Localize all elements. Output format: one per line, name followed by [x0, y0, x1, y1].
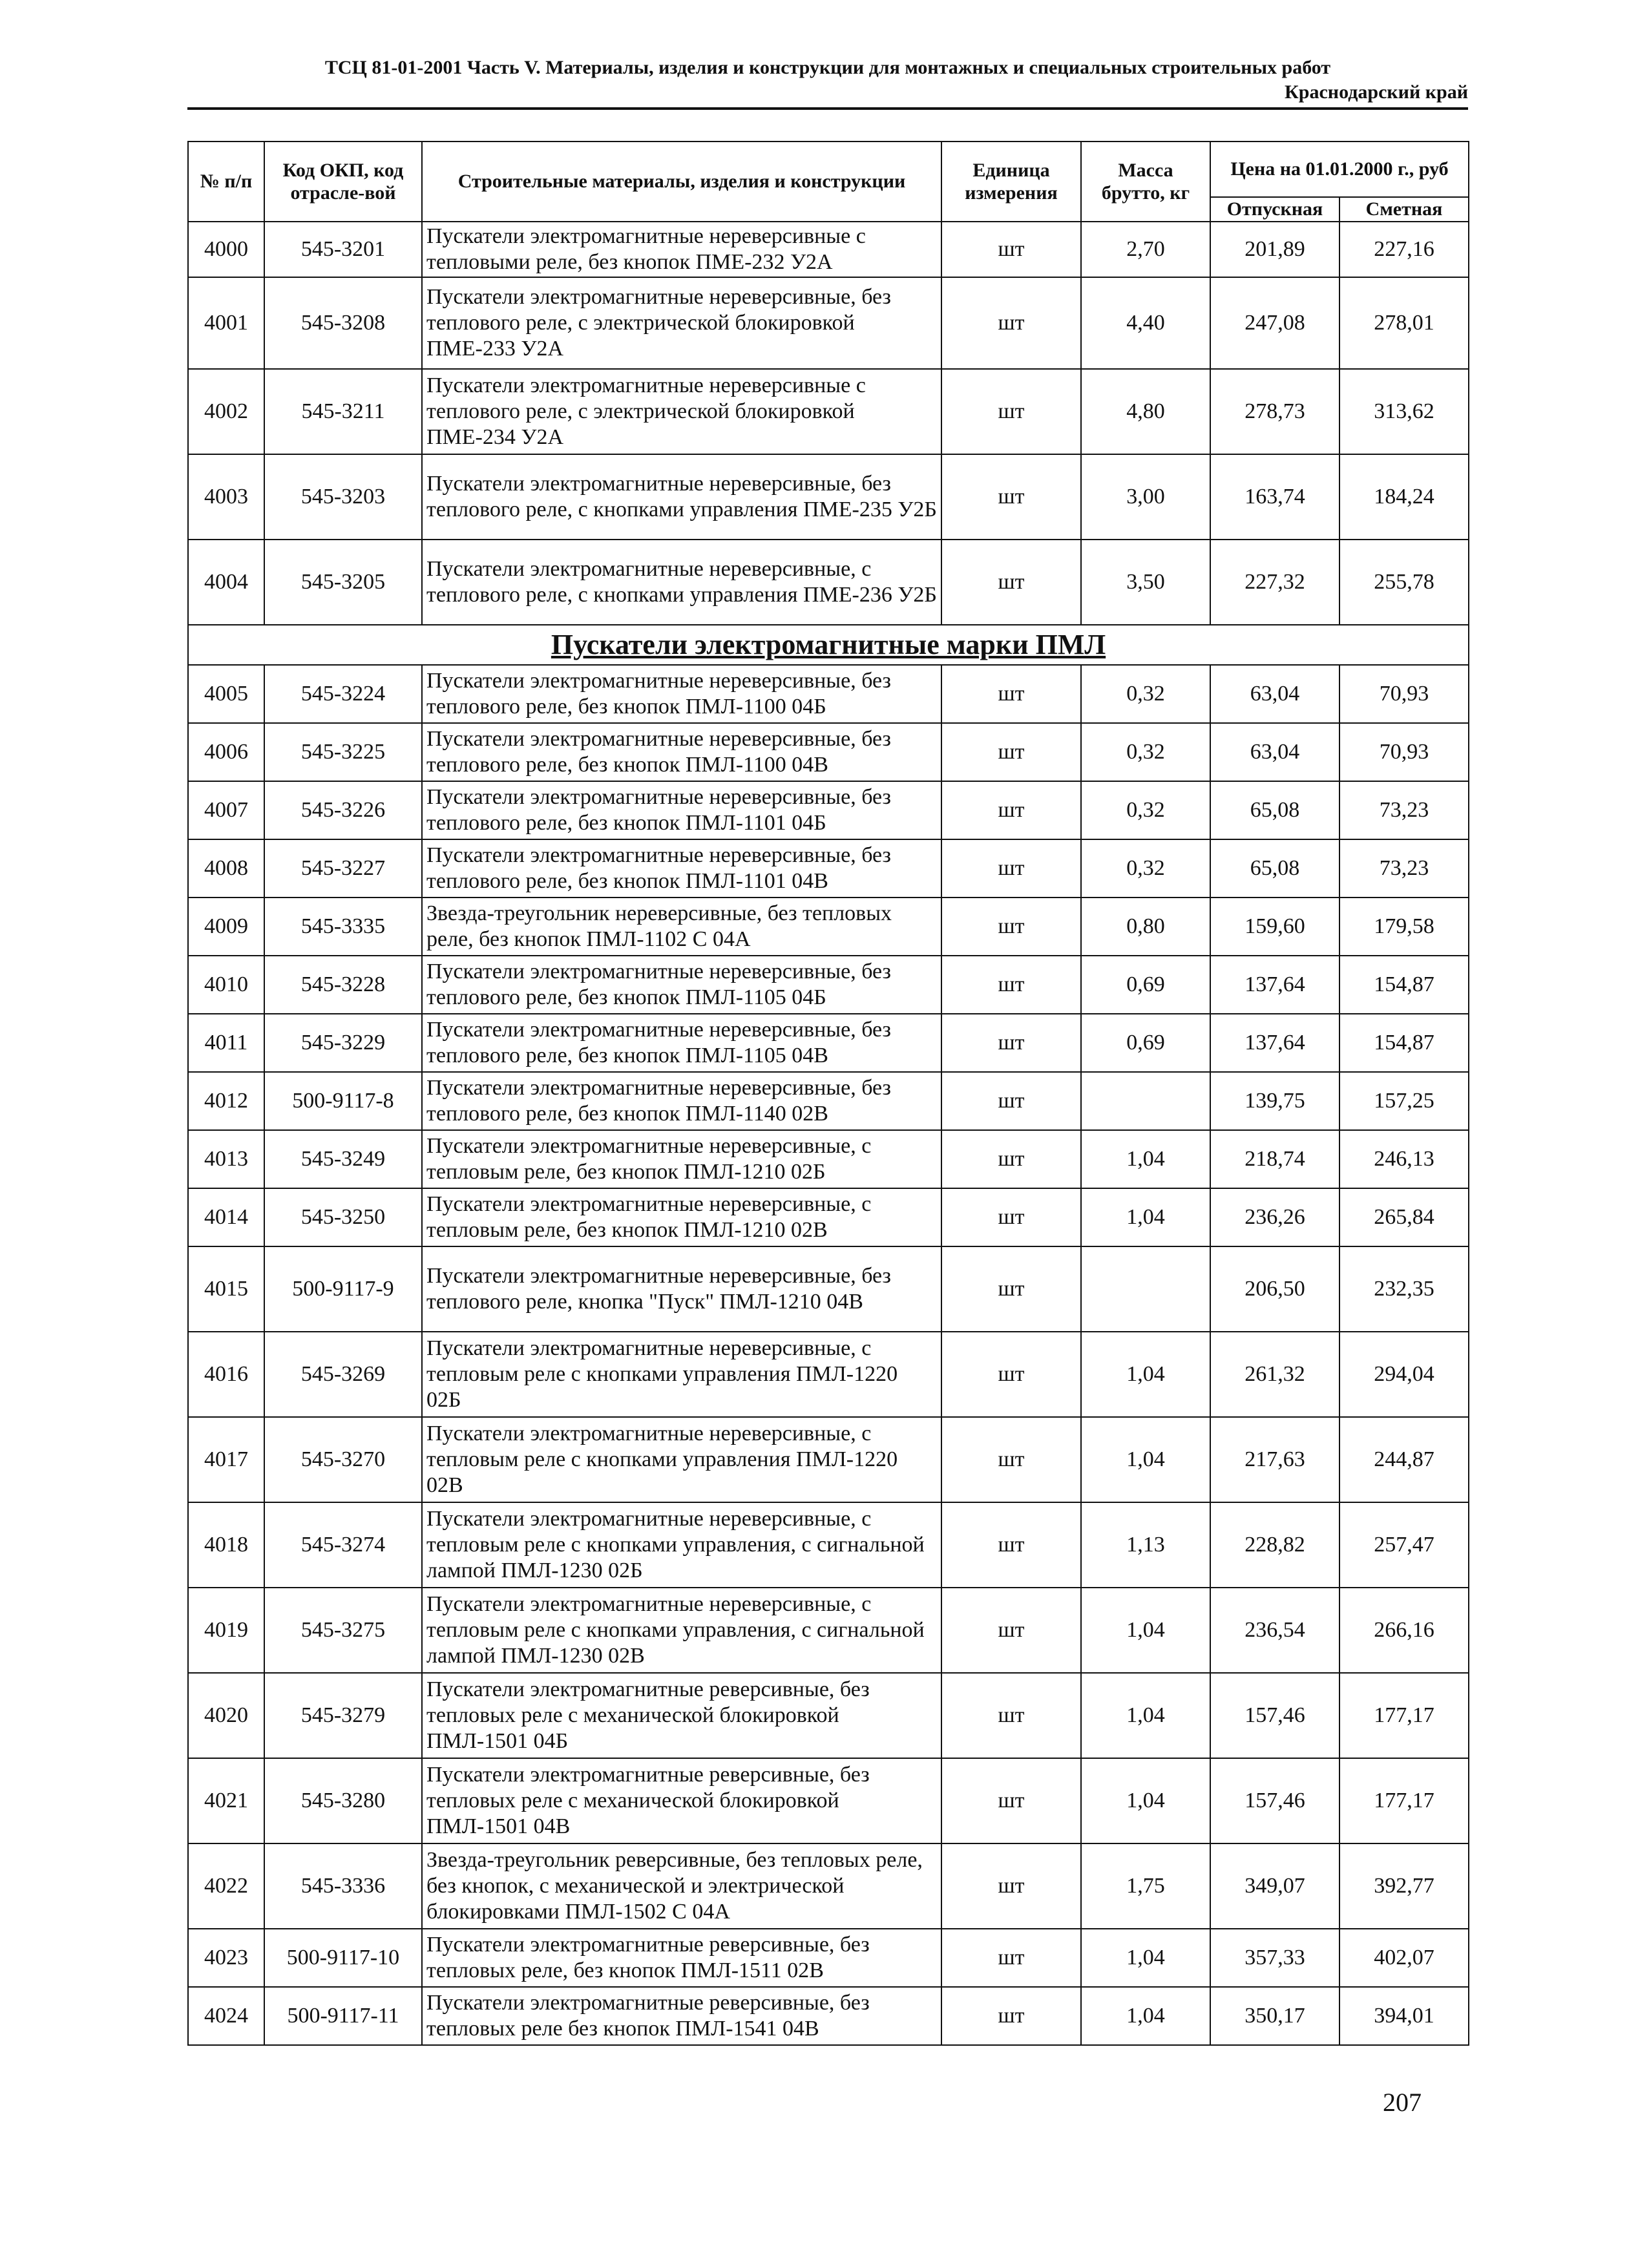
price-release: 65,08 — [1210, 781, 1339, 839]
row-number: 4021 — [188, 1758, 264, 1843]
okp-code: 500-9117-11 — [264, 1987, 422, 2045]
price-release: 350,17 — [1210, 1987, 1339, 2045]
mass: 3,00 — [1081, 454, 1210, 540]
material-name: Пускатели электромагнитные нереверсивные, без теплового реле, без кнопок ПМЛ-1101 04Б — [422, 781, 941, 839]
mass: 1,04 — [1081, 1588, 1210, 1673]
price-release: 227,32 — [1210, 540, 1339, 625]
row-number: 4006 — [188, 723, 264, 781]
material-name: Пускатели электромагнитные нереверсивные, без теплового реле, с кнопками управления ПМЕ-235 У2Б — [422, 454, 941, 540]
document-title: ТСЦ 81-01-2001 Часть V. Материалы, изделия и конструкции для монтажных и специальных строительных работ — [324, 57, 1331, 78]
material-name: Пускатели электромагнитные нереверсивные, без теплового реле, без кнопок ПМЛ-1105 04В — [422, 1014, 941, 1072]
price-estimate: 244,87 — [1339, 1417, 1469, 1502]
price-release: 217,63 — [1210, 1417, 1339, 1502]
unit: шт — [941, 1188, 1081, 1246]
price-table — [187, 141, 1469, 2046]
unit: шт — [941, 1014, 1081, 1072]
unit: шт — [941, 1332, 1081, 1417]
okp-code: 500-9117-10 — [264, 1929, 422, 1987]
col-header-code: Код ОКП, код отрасле-вой — [264, 142, 422, 222]
table-body-pme — [188, 222, 1469, 625]
material-name: Пускатели электромагнитные нереверсивные, с тепловым реле с кнопками управления ПМЛ-1220 02В — [422, 1417, 941, 1502]
table-row — [188, 956, 1469, 1014]
price-release: 63,04 — [1210, 723, 1339, 781]
material-name: Пускатели электромагнитные нереверсивные с тепловыми реле, без кнопок ПМЕ-232 У2А — [422, 222, 941, 277]
unit: шт — [941, 369, 1081, 454]
price-release: 65,08 — [1210, 839, 1339, 898]
price-estimate: 232,35 — [1339, 1246, 1469, 1332]
material-name: Пускатели электромагнитные реверсивные, без тепловых реле с механической блокировкой ПМЛ-1501 04В — [422, 1758, 941, 1843]
okp-code: 545-3228 — [264, 956, 422, 1014]
mass: 0,32 — [1081, 723, 1210, 781]
price-estimate: 294,04 — [1339, 1332, 1469, 1417]
okp-code: 545-3250 — [264, 1188, 422, 1246]
col-header-mass: Масса брутто, кг — [1081, 142, 1210, 222]
col-header-price-estimate: Сметная — [1339, 197, 1469, 222]
table-row — [188, 454, 1469, 540]
price-estimate: 179,58 — [1339, 898, 1469, 956]
price-release: 206,50 — [1210, 1246, 1339, 1332]
price-estimate: 257,47 — [1339, 1502, 1469, 1588]
row-number: 4012 — [188, 1072, 264, 1130]
mass: 2,70 — [1081, 222, 1210, 277]
okp-code: 500-9117-9 — [264, 1246, 422, 1332]
price-release: 137,64 — [1210, 956, 1339, 1014]
mass: 1,75 — [1081, 1843, 1210, 1929]
mass: 0,80 — [1081, 898, 1210, 956]
table-row — [188, 1588, 1469, 1673]
price-release: 247,08 — [1210, 277, 1339, 369]
price-estimate: 70,93 — [1339, 723, 1469, 781]
price-release: 236,26 — [1210, 1188, 1339, 1246]
price-release: 159,60 — [1210, 898, 1339, 956]
material-name: Пускатели электромагнитные нереверсивные, без теплового реле, без кнопок ПМЛ-1100 04В — [422, 723, 941, 781]
price-release: 228,82 — [1210, 1502, 1339, 1588]
table-row — [188, 222, 1469, 277]
material-name: Звезда-треугольник нереверсивные, без тепловых реле, без кнопок ПМЛ-1102 С 04А — [422, 898, 941, 956]
row-number: 4010 — [188, 956, 264, 1014]
price-release: 278,73 — [1210, 369, 1339, 454]
unit: шт — [941, 1843, 1081, 1929]
unit: шт — [941, 540, 1081, 625]
mass: 1,13 — [1081, 1502, 1210, 1588]
mass — [1081, 1246, 1210, 1332]
price-estimate: 246,13 — [1339, 1130, 1469, 1188]
row-number: 4014 — [188, 1188, 264, 1246]
table-row — [188, 369, 1469, 454]
mass: 0,69 — [1081, 1014, 1210, 1072]
table-row — [188, 665, 1469, 723]
material-name: Пускатели электромагнитные нереверсивные, без теплового реле, без кнопок ПМЛ-1105 04Б — [422, 956, 941, 1014]
section-row — [188, 625, 1469, 665]
okp-code: 545-3203 — [264, 454, 422, 540]
unit: шт — [941, 956, 1081, 1014]
price-release: 157,46 — [1210, 1758, 1339, 1843]
price-estimate: 402,07 — [1339, 1929, 1469, 1987]
row-number: 4015 — [188, 1246, 264, 1332]
table-row — [188, 1332, 1469, 1417]
table-row — [188, 1417, 1469, 1502]
row-number: 4017 — [188, 1417, 264, 1502]
price-release: 139,75 — [1210, 1072, 1339, 1130]
price-release: 201,89 — [1210, 222, 1339, 277]
unit: шт — [941, 454, 1081, 540]
section-title: Пускатели электромагнитные марки ПМЛ — [188, 625, 1469, 665]
row-number: 4018 — [188, 1502, 264, 1588]
row-number: 4020 — [188, 1673, 264, 1758]
table-row — [188, 781, 1469, 839]
table-row — [188, 1014, 1469, 1072]
price-estimate: 255,78 — [1339, 540, 1469, 625]
price-estimate: 177,17 — [1339, 1673, 1469, 1758]
okp-code: 545-3226 — [264, 781, 422, 839]
col-header-name: Строительные материалы, изделия и конструкции — [422, 142, 941, 222]
col-header-price-release: Отпускная — [1210, 197, 1339, 222]
price-estimate: 154,87 — [1339, 1014, 1469, 1072]
table-row — [188, 1673, 1469, 1758]
col-header-price-group: Цена на 01.01.2000 г., руб — [1210, 142, 1469, 197]
region-title: Краснодарский край — [1285, 81, 1468, 103]
mass: 0,32 — [1081, 781, 1210, 839]
price-release: 157,46 — [1210, 1673, 1339, 1758]
price-release: 137,64 — [1210, 1014, 1339, 1072]
okp-code: 545-3211 — [264, 369, 422, 454]
unit: шт — [941, 277, 1081, 369]
mass: 1,04 — [1081, 1929, 1210, 1987]
material-name: Пускатели электромагнитные нереверсивные, с теплового реле, с кнопками управления ПМЕ-236 У2Б — [422, 540, 941, 625]
row-number: 4007 — [188, 781, 264, 839]
material-name: Пускатели электромагнитные реверсивные, без тепловых реле, без кнопок ПМЛ-1511 02В — [422, 1929, 941, 1987]
price-estimate: 70,93 — [1339, 665, 1469, 723]
row-number: 4023 — [188, 1929, 264, 1987]
material-name: Пускатели электромагнитные нереверсивные, без теплового реле, без кнопок ПМЛ-1140 02В — [422, 1072, 941, 1130]
table-row — [188, 839, 1469, 898]
unit: шт — [941, 781, 1081, 839]
price-release: 218,74 — [1210, 1130, 1339, 1188]
unit: шт — [941, 1588, 1081, 1673]
unit: шт — [941, 1929, 1081, 1987]
mass: 0,69 — [1081, 956, 1210, 1014]
price-estimate: 154,87 — [1339, 956, 1469, 1014]
row-number: 4013 — [188, 1130, 264, 1188]
price-release: 349,07 — [1210, 1843, 1339, 1929]
mass: 1,04 — [1081, 1130, 1210, 1188]
price-estimate: 313,62 — [1339, 369, 1469, 454]
col-header-unit: Единица измерения — [941, 142, 1081, 222]
price-release: 163,74 — [1210, 454, 1339, 540]
mass: 3,50 — [1081, 540, 1210, 625]
mass: 0,32 — [1081, 665, 1210, 723]
price-estimate: 73,23 — [1339, 781, 1469, 839]
table-row — [188, 723, 1469, 781]
row-number: 4008 — [188, 839, 264, 898]
unit: шт — [941, 222, 1081, 277]
okp-code: 545-3275 — [264, 1588, 422, 1673]
material-name: Пускатели электромагнитные нереверсивные, без теплового реле, с электрической блокировкой ПМЕ-233 У2А — [422, 277, 941, 369]
mass: 1,04 — [1081, 1188, 1210, 1246]
table-body-pml — [188, 665, 1469, 2045]
row-number: 4004 — [188, 540, 264, 625]
table-row — [188, 1987, 1469, 2045]
page-number: 207 — [1383, 2088, 1422, 2117]
row-number: 4016 — [188, 1332, 264, 1417]
price-estimate: 73,23 — [1339, 839, 1469, 898]
row-number: 4011 — [188, 1014, 264, 1072]
mass — [1081, 1072, 1210, 1130]
unit: шт — [941, 1758, 1081, 1843]
okp-code: 545-3224 — [264, 665, 422, 723]
mass: 1,04 — [1081, 1673, 1210, 1758]
okp-code: 545-3227 — [264, 839, 422, 898]
row-number: 4002 — [188, 369, 264, 454]
unit: шт — [941, 1417, 1081, 1502]
material-name: Пускатели электромагнитные нереверсивные, с тепловым реле с кнопками управления, с сигнальной лампой ПМЛ-1230 02Б — [422, 1502, 941, 1588]
row-number: 4005 — [188, 665, 264, 723]
unit: шт — [941, 898, 1081, 956]
okp-code: 545-3205 — [264, 540, 422, 625]
unit: шт — [941, 665, 1081, 723]
material-name: Пускатели электромагнитные нереверсивные, с тепловым реле, без кнопок ПМЛ-1210 02Б — [422, 1130, 941, 1188]
okp-code: 545-3225 — [264, 723, 422, 781]
page-header — [187, 57, 1468, 110]
okp-code: 545-3249 — [264, 1130, 422, 1188]
material-name: Пускатели электромагнитные нереверсивные, без теплового реле, без кнопок ПМЛ-1101 04В — [422, 839, 941, 898]
row-number: 4009 — [188, 898, 264, 956]
material-name: Пускатели электромагнитные реверсивные, без тепловых реле с механической блокировкой ПМЛ-1501 04Б — [422, 1673, 941, 1758]
material-name: Пускатели электромагнитные нереверсивные, с тепловым реле, без кнопок ПМЛ-1210 02В — [422, 1188, 941, 1246]
price-estimate: 278,01 — [1339, 277, 1469, 369]
table-row — [188, 1130, 1469, 1188]
price-estimate: 265,84 — [1339, 1188, 1469, 1246]
price-estimate: 394,01 — [1339, 1987, 1469, 2045]
table-row — [188, 1929, 1469, 1987]
okp-code: 545-3280 — [264, 1758, 422, 1843]
table-row — [188, 898, 1469, 956]
price-release: 63,04 — [1210, 665, 1339, 723]
table-row — [188, 1758, 1469, 1843]
row-number: 4003 — [188, 454, 264, 540]
okp-code: 545-3335 — [264, 898, 422, 956]
unit: шт — [941, 1130, 1081, 1188]
row-number: 4019 — [188, 1588, 264, 1673]
okp-code: 545-3274 — [264, 1502, 422, 1588]
material-name: Пускатели электромагнитные нереверсивные, с тепловым реле с кнопками управления ПМЛ-1220 02Б — [422, 1332, 941, 1417]
unit: шт — [941, 1673, 1081, 1758]
table-row — [188, 1188, 1469, 1246]
price-release: 357,33 — [1210, 1929, 1339, 1987]
col-header-num: № п/п — [188, 142, 264, 222]
price-estimate: 266,16 — [1339, 1588, 1469, 1673]
mass: 4,80 — [1081, 369, 1210, 454]
row-number: 4001 — [188, 277, 264, 369]
okp-code: 545-3229 — [264, 1014, 422, 1072]
row-number: 4024 — [188, 1987, 264, 2045]
price-release: 261,32 — [1210, 1332, 1339, 1417]
table-row — [188, 1072, 1469, 1130]
price-estimate: 184,24 — [1339, 454, 1469, 540]
unit: шт — [941, 723, 1081, 781]
material-name: Пускатели электромагнитные нереверсивные с теплового реле, с электрической блокировкой ПМЕ-234 У2А — [422, 369, 941, 454]
table-row — [188, 277, 1469, 369]
price-estimate: 392,77 — [1339, 1843, 1469, 1929]
price-release: 236,54 — [1210, 1588, 1339, 1673]
mass: 1,04 — [1081, 1417, 1210, 1502]
row-number: 4022 — [188, 1843, 264, 1929]
okp-code: 500-9117-8 — [264, 1072, 422, 1130]
okp-code: 545-3270 — [264, 1417, 422, 1502]
material-name: Пускатели электромагнитные нереверсивные, с тепловым реле с кнопками управления, с сигнальной лампой ПМЛ-1230 02В — [422, 1588, 941, 1673]
mass: 4,40 — [1081, 277, 1210, 369]
unit: шт — [941, 1987, 1081, 2045]
mass: 1,04 — [1081, 1332, 1210, 1417]
okp-code: 545-3201 — [264, 222, 422, 277]
okp-code: 545-3279 — [264, 1673, 422, 1758]
price-estimate: 157,25 — [1339, 1072, 1469, 1130]
material-name: Пускатели электромагнитные нереверсивные, без теплового реле, кнопка "Пуск" ПМЛ-1210 04В — [422, 1246, 941, 1332]
row-number: 4000 — [188, 222, 264, 277]
price-estimate: 227,16 — [1339, 222, 1469, 277]
unit: шт — [941, 1246, 1081, 1332]
unit: шт — [941, 1502, 1081, 1588]
okp-code: 545-3336 — [264, 1843, 422, 1929]
okp-code: 545-3208 — [264, 277, 422, 369]
material-name: Пускатели электромагнитные нереверсивные, без теплового реле, без кнопок ПМЛ-1100 04Б — [422, 665, 941, 723]
price-estimate: 177,17 — [1339, 1758, 1469, 1843]
mass: 1,04 — [1081, 1987, 1210, 2045]
okp-code: 545-3269 — [264, 1332, 422, 1417]
table-row — [188, 1843, 1469, 1929]
table-row — [188, 540, 1469, 625]
table-row — [188, 1246, 1469, 1332]
mass: 0,32 — [1081, 839, 1210, 898]
material-name: Пускатели электромагнитные реверсивные, без тепловых реле без кнопок ПМЛ-1541 04В — [422, 1987, 941, 2045]
mass: 1,04 — [1081, 1758, 1210, 1843]
table-row — [188, 1502, 1469, 1588]
unit: шт — [941, 839, 1081, 898]
material-name: Звезда-треугольник реверсивные, без тепловых реле, без кнопок, с механической и электрической блокировками ПМЛ-1502 С 04А — [422, 1843, 941, 1929]
unit: шт — [941, 1072, 1081, 1130]
